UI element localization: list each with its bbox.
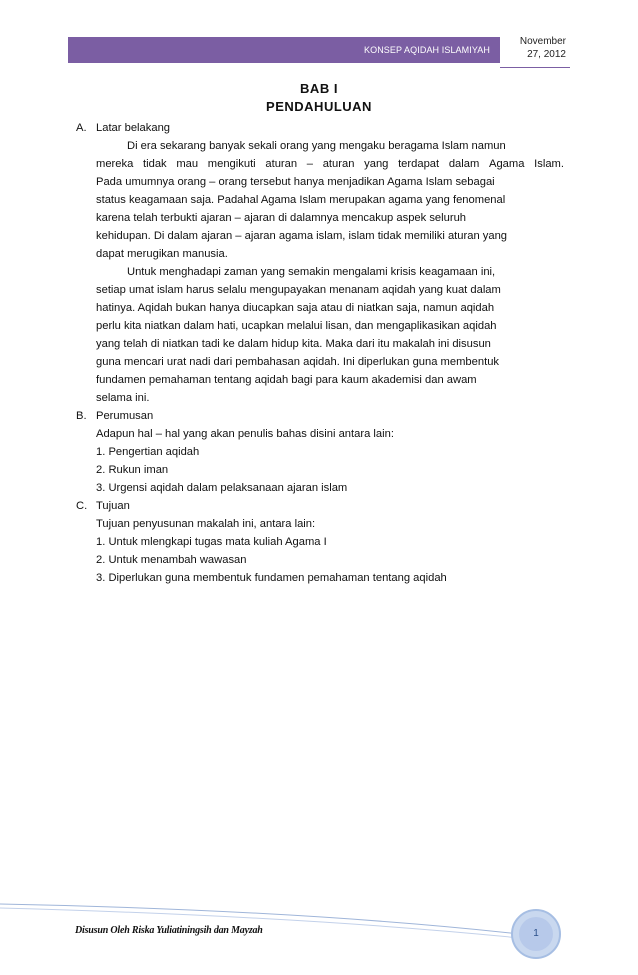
section-intro: Adapun hal – hal yang akan penulis bahas disini antara lain:	[96, 428, 394, 440]
list-item: 1. Untuk mlengkapi tugas mata kuliah Agama I	[96, 536, 327, 548]
document-body	[76, 119, 564, 587]
paragraph-line: Untuk menghadapi zaman yang semakin mengalami krisis keagamaan ini,	[127, 266, 496, 278]
paragraph-line: kehidupan. Di dalam ajaran – ajaran agama islam, islam tidak memiliki aturan yang	[96, 230, 508, 242]
list-item: 2. Rukun iman	[96, 464, 169, 476]
list-item: 2. Untuk menambah wawasan	[96, 554, 247, 566]
paragraph-line: selama ini.	[96, 392, 150, 404]
section-b-heading	[76, 407, 564, 425]
section-letter: A.	[76, 122, 87, 134]
section-c-heading	[76, 497, 564, 515]
section-heading: Tujuan	[96, 500, 130, 512]
paragraph-line: mereka tidak mau mengikuti aturan – aturan yang terdapat dalam Agama Islam.	[96, 158, 564, 170]
header-title: KONSEP AQIDAH ISLAMIYAH	[363, 45, 490, 55]
section-letter: C.	[76, 500, 88, 512]
section-heading: Latar belakang	[96, 122, 171, 134]
list-item: 3. Diperlukan guna membentuk fundamen pemahaman tentang aqidah	[96, 572, 447, 584]
list-item: 3. Urgensi aqidah dalam pelaksanaan ajaran islam	[96, 482, 348, 494]
page-number: 1	[519, 917, 553, 951]
paragraph-line: Di era sekarang banyak sekali orang yang mengaku beragama Islam namun	[127, 140, 506, 152]
paragraph-line: dapat merugikan manusia.	[96, 248, 228, 260]
header-date-day-year: 27, 2012	[527, 49, 566, 60]
section-a-heading	[76, 119, 564, 137]
chapter-title: PENDAHULUAN	[266, 99, 372, 114]
paragraph-line: setiap umat islam harus selalu mengupayakan menanam aqidah yang kuat dalam	[96, 284, 501, 296]
section-intro: Tujuan penyusunan makalah ini, antara lain:	[96, 518, 316, 530]
list-item: 1. Pengertian aqidah	[96, 446, 200, 458]
paragraph-line: Pada umumnya orang – orang tersebut hanya menjadikan Agama Islam sebagai	[96, 176, 495, 188]
header-bar	[68, 37, 500, 63]
paragraph-line: status keagamaan saja. Padahal Agama Islam merupakan agama yang fenomenal	[96, 194, 506, 206]
page-number-badge	[511, 909, 561, 959]
header-date	[500, 35, 570, 68]
paragraph-line: fundamen pemahaman tentang aqidah bagi para kaum akademisi dan awam	[96, 374, 477, 386]
section-heading: Perumusan	[96, 410, 154, 422]
paragraph-line: guna mencari urat nadi dari pembahasan aqidah. Ini diperlukan guna membentuk	[96, 356, 500, 368]
footer-authors: Disusun Oleh Riska Yuliatiningsih dan Mayzah	[75, 925, 263, 936]
paragraph-line: karena telah terbukti ajaran – ajaran di dalamnya mencakup aspek seluruh	[96, 212, 467, 224]
section-letter: B.	[76, 410, 87, 422]
paragraph-line: hatinya. Aqidah bukan hanya diucapkan saja atau di niatkan saja, namun aqidah	[96, 302, 495, 314]
header-date-month: November	[519, 36, 566, 47]
chapter-number: BAB I	[300, 81, 338, 96]
paragraph-line: perlu kita niatkan dalam hati, ucapkan melalui lisan, dan mengaplikasikan aqidah	[96, 320, 497, 332]
paragraph-line: yang telah di niatkan tadi ke dalam hidup kita. Maka dari itu makalah ini disusun	[96, 338, 491, 350]
